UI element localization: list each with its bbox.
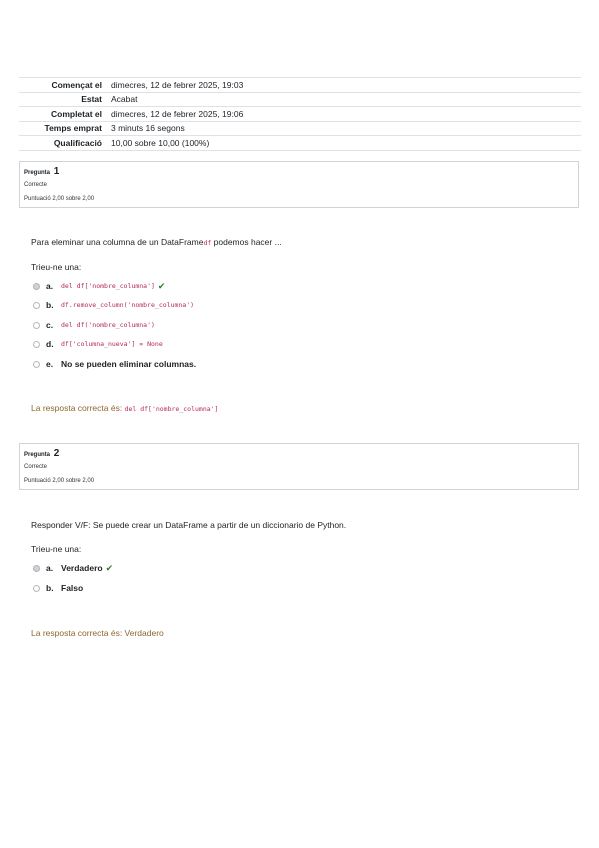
feedback-label: La resposta correcta és: [31, 628, 125, 638]
attempt-summary-table [19, 77, 581, 151]
option-text: No se pueden eliminar columnas. [61, 359, 197, 369]
question-1-text [31, 237, 282, 247]
radio-button[interactable] [33, 361, 40, 368]
option-text: Verdadero [61, 563, 103, 573]
summary-row [19, 78, 581, 93]
answer-option[interactable] [33, 319, 155, 331]
checkmark-icon: ✔ [157, 280, 166, 291]
radio-button[interactable] [33, 302, 40, 309]
question-2-info-box [19, 443, 579, 490]
summary-value: Acabat [105, 92, 581, 107]
summary-label: Qualificació [19, 136, 105, 151]
question-number [24, 166, 59, 177]
summary-label: Temps emprat [19, 121, 105, 136]
answer-option[interactable] [33, 582, 83, 594]
summary-row [19, 107, 581, 122]
summary-value: dimecres, 12 de febrer 2025, 19:03 [105, 78, 581, 93]
summary-label: Començat el [19, 78, 105, 93]
question-state: Correcte [24, 182, 48, 188]
question-grade: Puntuació 2,00 sobre 2,00 [24, 478, 95, 484]
question-number-value: 1 [53, 166, 60, 177]
question-text-part: podemos hacer ... [211, 237, 282, 247]
option-text: del df['nombre_columna'] [61, 282, 155, 290]
question-state: Correcte [24, 464, 48, 470]
option-text: del df('nombre_columna') [61, 321, 155, 329]
question-2-text: Responder V/F: Se puede crear un DataFrame a partir de un diccionario de Python. [31, 520, 347, 530]
option-text: df['columna_nueva'] = None [61, 340, 163, 348]
feedback-value: Verdadero [124, 628, 164, 638]
summary-value: dimecres, 12 de febrer 2025, 19:06 [105, 107, 581, 122]
correct-answer-feedback [31, 403, 218, 413]
answer-option[interactable] [33, 299, 194, 311]
summary-row [19, 136, 581, 151]
answer-option[interactable] [33, 338, 163, 350]
radio-button[interactable] [33, 322, 40, 329]
question-label: Pregunta [24, 170, 51, 176]
radio-selected[interactable] [33, 283, 40, 290]
summary-row [19, 121, 581, 136]
answer-option[interactable] [33, 358, 196, 370]
summary-row [19, 92, 581, 107]
question-label: Pregunta [24, 452, 51, 458]
correct-answer-feedback [31, 628, 164, 638]
question-1-prompt: Trieu-ne una: [31, 262, 82, 272]
option-letter: b. [46, 583, 54, 593]
option-text: Falso [61, 583, 84, 593]
question-grade: Puntuació 2,00 sobre 2,00 [24, 196, 95, 202]
question-number [24, 448, 59, 459]
summary-value: 3 minuts 16 segons [105, 121, 581, 136]
checkmark-icon: ✔ [105, 562, 114, 573]
option-text: df.remove_column('nombre_columna') [61, 301, 195, 309]
option-letter: a. [46, 563, 54, 573]
radio-button[interactable] [33, 341, 40, 348]
option-letter: a. [46, 281, 54, 291]
option-letter: e. [46, 359, 54, 369]
question-text-code: df [203, 239, 212, 247]
answer-option[interactable] [33, 280, 165, 292]
feedback-label: La resposta correcta és: [31, 403, 125, 413]
option-letter: d. [46, 339, 54, 349]
summary-label: Completat el [19, 107, 105, 122]
question-1-info-box [19, 161, 579, 208]
radio-button[interactable] [33, 585, 40, 592]
question-number-value: 2 [53, 448, 60, 459]
option-letter: b. [46, 300, 54, 310]
answer-option[interactable] [33, 562, 113, 574]
option-letter: c. [46, 320, 54, 330]
question-2-prompt: Trieu-ne una: [31, 544, 82, 554]
question-text-part: Para eleminar una columna de un DataFrame [31, 237, 204, 247]
summary-value: 10,00 sobre 10,00 (100%) [105, 136, 581, 151]
summary-label: Estat [19, 92, 105, 107]
feedback-value: del df['nombre_columna'] [124, 405, 219, 413]
radio-selected[interactable] [33, 565, 40, 572]
